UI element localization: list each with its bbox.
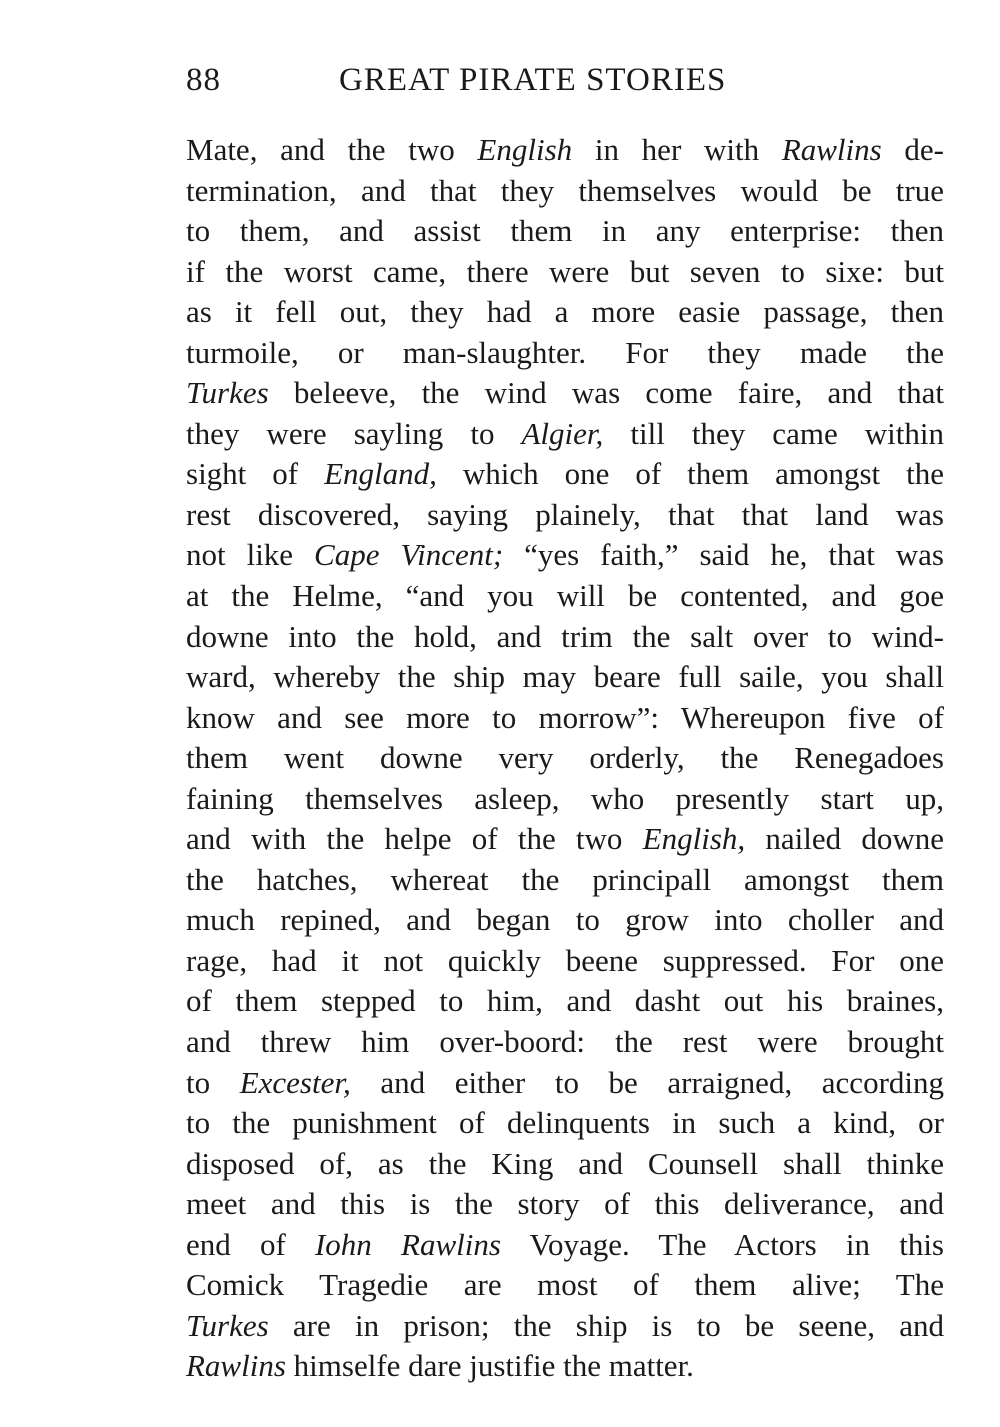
text-line bbox=[186, 1306, 944, 1347]
text-run: beleeve, the wind was come faire, and that bbox=[268, 375, 944, 411]
text-run: downe into the hold, and trim the salt over to wind- bbox=[186, 618, 944, 654]
text-run: himselfe dare justifie the matter. bbox=[285, 1348, 694, 1384]
text-line bbox=[186, 1225, 944, 1266]
text-line bbox=[186, 292, 944, 333]
text-run: and threw him over-boord: the rest were brought bbox=[186, 1024, 944, 1060]
text-run: are in prison; the ship is to be seene, and bbox=[268, 1307, 944, 1343]
italic-term: English bbox=[477, 132, 573, 167]
text-run: “yes faith,” said he, that was bbox=[503, 537, 944, 573]
text-run: not like bbox=[186, 537, 315, 573]
text-run: the hatches, whereat the principall amongst them bbox=[186, 861, 944, 897]
italic-term: Iohn Rawlins bbox=[314, 1226, 501, 1262]
text-line bbox=[186, 333, 944, 374]
text-line bbox=[186, 454, 944, 495]
text-line bbox=[186, 941, 944, 982]
text-run: sight of bbox=[186, 456, 325, 492]
text-run: and either to be arraigned, according bbox=[350, 1064, 944, 1100]
italic-term: England, bbox=[324, 456, 437, 492]
text-run: which one of them amongst the bbox=[436, 456, 944, 492]
text-run: and with the helpe of the two bbox=[186, 821, 643, 857]
text-line bbox=[186, 414, 944, 455]
text-line bbox=[186, 1103, 944, 1144]
text-run: meet and this is the story of this deliverance, and bbox=[186, 1186, 944, 1222]
text-line bbox=[186, 211, 944, 252]
text-line bbox=[186, 535, 944, 576]
text-line bbox=[186, 1022, 944, 1063]
text-run: ward, whereby the ship may beare full saile, you shall bbox=[186, 659, 944, 695]
text-run: them went downe very orderly, the Renegadoes bbox=[186, 740, 944, 776]
text-run: end of bbox=[186, 1226, 315, 1262]
italic-term: Algier, bbox=[521, 415, 604, 451]
text-run: till they came within bbox=[603, 415, 944, 451]
text-line bbox=[186, 981, 944, 1022]
italic-term: Turkes bbox=[186, 1307, 269, 1343]
text-run: of them stepped to him, and dasht out his braines, bbox=[186, 983, 944, 1019]
text-run: at the Helme, “and you will be contented, and goe bbox=[186, 578, 944, 614]
text-line bbox=[186, 617, 944, 658]
text-run: in her with bbox=[572, 132, 782, 167]
text-line bbox=[186, 495, 944, 536]
text-line bbox=[186, 900, 944, 941]
text-run: to bbox=[186, 1064, 240, 1100]
text-run: de- bbox=[881, 132, 945, 167]
text-line bbox=[186, 576, 944, 617]
text-line bbox=[186, 171, 944, 212]
running-title: GREAT PIRATE STORIES bbox=[339, 62, 727, 98]
text-line bbox=[186, 1063, 944, 1104]
text-run: if the worst came, there were but seven to sixe: but bbox=[186, 253, 944, 289]
text-run: much repined, and began to grow into choller and bbox=[186, 902, 944, 938]
text-run: Comick Tragedie are most of them alive; The bbox=[186, 1267, 944, 1303]
text-run: Voyage. The Actors in this bbox=[500, 1226, 944, 1262]
italic-term: Rawlins bbox=[781, 132, 882, 167]
text-line bbox=[186, 698, 944, 739]
text-run: know and see more to morrow”: Whereupon five of bbox=[186, 699, 944, 735]
text-run: nailed downe bbox=[745, 821, 945, 857]
text-run: rest discovered, saying plainely, that that land was bbox=[186, 496, 944, 532]
italic-term: Turkes bbox=[186, 375, 269, 411]
text-run: they were sayling to bbox=[186, 415, 522, 451]
text-line bbox=[186, 1346, 944, 1387]
text-line bbox=[186, 252, 944, 293]
italic-term: Excester, bbox=[239, 1064, 351, 1100]
text-run: turmoile, or man-slaughter. For they made the bbox=[186, 334, 944, 370]
text-line bbox=[186, 1184, 944, 1225]
text-line bbox=[186, 779, 944, 820]
text-line bbox=[186, 819, 944, 860]
text-run: Mate, and the two bbox=[186, 132, 478, 167]
text-line bbox=[186, 738, 944, 779]
italic-term: Rawlins bbox=[186, 1348, 286, 1384]
text-line bbox=[186, 657, 944, 698]
text-line bbox=[186, 373, 944, 414]
text-run: to them, and assist them in any enterprise: then bbox=[186, 213, 944, 249]
text-run: to the punishment of delinquents in such a kind, or bbox=[186, 1105, 944, 1141]
text-run: rage, had it not quickly beene suppressed. For one bbox=[186, 942, 944, 978]
text-run: as it fell out, they had a more easie passage, then bbox=[186, 294, 944, 330]
text-line bbox=[186, 1144, 944, 1185]
italic-term: Cape Vincent; bbox=[314, 537, 504, 573]
text-line bbox=[186, 860, 944, 901]
text-line bbox=[186, 130, 944, 171]
text-line bbox=[186, 1265, 944, 1306]
text-run: disposed of, as the King and Counsell shall thinke bbox=[186, 1145, 944, 1181]
text-run: faining themselves asleep, who presently start up, bbox=[186, 780, 944, 816]
italic-term: English, bbox=[642, 821, 746, 857]
text-run: termination, and that they themselves would be true bbox=[186, 172, 944, 208]
page-header bbox=[186, 62, 946, 112]
body-text bbox=[186, 130, 944, 1387]
page-number: 88 bbox=[186, 62, 221, 98]
